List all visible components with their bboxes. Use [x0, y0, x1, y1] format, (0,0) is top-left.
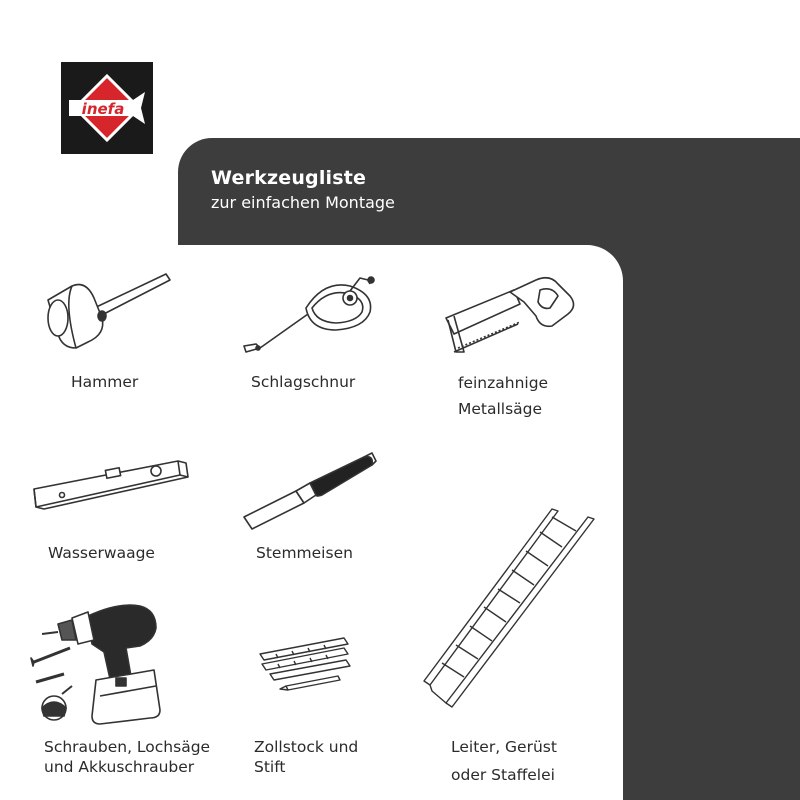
tool-label-drill-line2: und Akkuschrauber — [44, 758, 195, 776]
folding-rule-icon — [256, 628, 356, 694]
tool-label-ladder-line1: Leiter, Gerüst — [451, 738, 557, 756]
inefa-logo-mark — [61, 62, 153, 154]
tool-label-chisel: Stemmeisen — [256, 544, 353, 562]
tool-label-folding-rule-line2: Stift — [254, 758, 286, 776]
page-subtitle: zur einfachen Montage — [211, 193, 395, 212]
tool-label-hacksaw — [458, 373, 548, 419]
page-title: Werkzeugliste — [211, 167, 367, 189]
tool-label-folding-rule-line1: Zollstock und — [254, 738, 359, 756]
hacksaw-icon — [440, 266, 580, 366]
tool-label-folding-rule — [254, 737, 358, 777]
tool-label-chalk-line: Schlagschnur — [251, 373, 356, 391]
cordless-drill-icon — [28, 600, 168, 732]
tool-label-drill — [44, 737, 210, 777]
hammer-icon — [42, 268, 172, 350]
tool-label-ladder-line2: oder Staffelei — [451, 766, 555, 784]
tool-label-spirit-level: Wasserwaage — [48, 544, 155, 562]
ladder-icon — [420, 505, 600, 715]
tool-label-hacksaw-line1: feinzahnige — [458, 374, 549, 392]
tool-label-hacksaw-line2: Metallsäge — [458, 400, 543, 418]
tool-label-ladder — [451, 737, 557, 785]
spirit-level-icon — [32, 455, 192, 519]
chalk-line-icon — [240, 268, 380, 360]
tool-label-drill-line1: Schrauben, Lochsäge — [44, 738, 211, 756]
tool-label-hammer: Hammer — [71, 373, 139, 391]
logo-text: inefa — [81, 100, 125, 118]
inefa-logo — [61, 62, 153, 154]
chisel-icon — [240, 451, 380, 533]
